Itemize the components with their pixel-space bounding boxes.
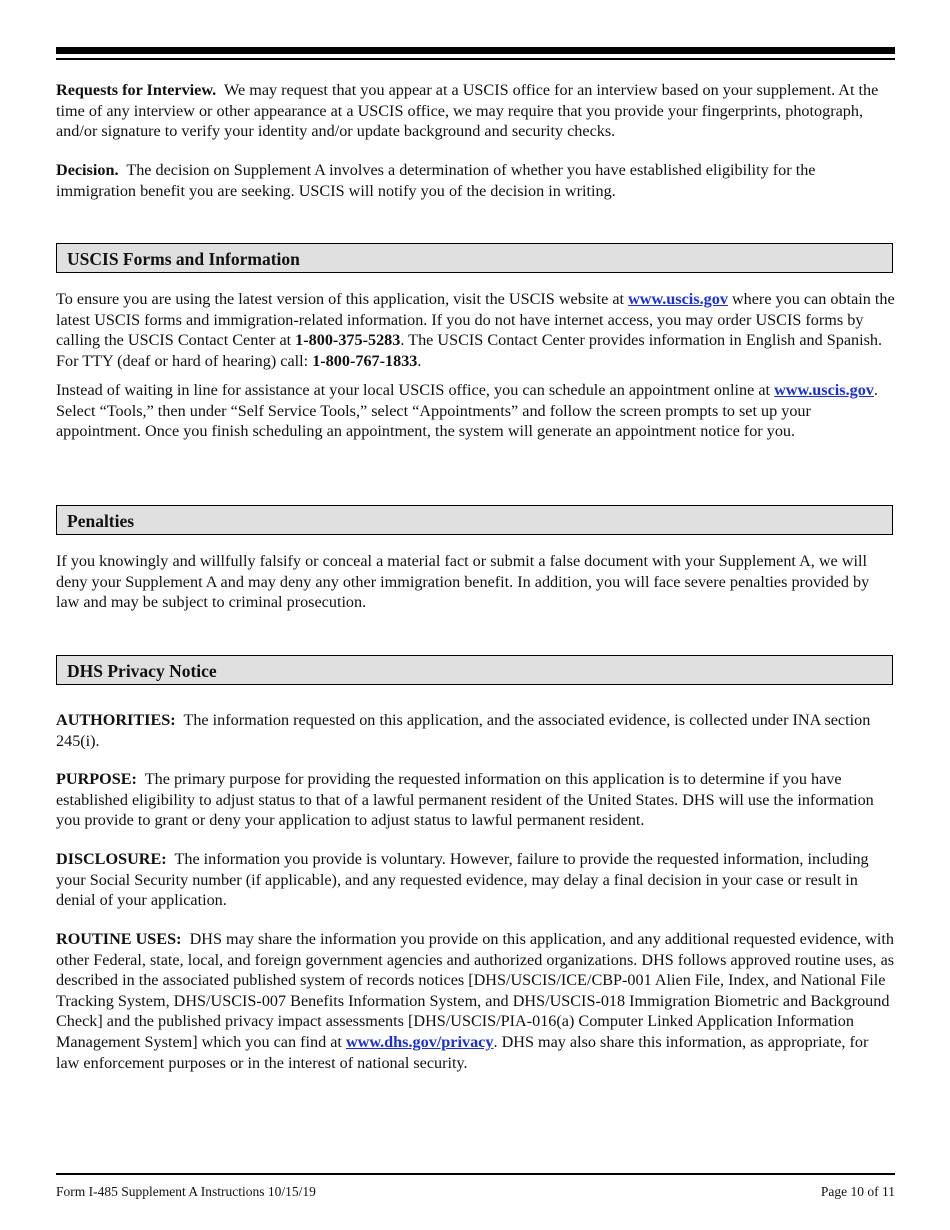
uscis-appointment-link[interactable]: www.uscis.gov [774,381,874,399]
routine-uses-heading: ROUTINE USES: [56,930,182,948]
section-header-penalties: Penalties [56,505,893,535]
forms-text-c: . The USCIS Contact Center provides information in English and Spanish. For TTY (deaf or hard of hearing) call: [56,331,883,370]
forms-text-a: To ensure you are using the latest version of this application, visit the USCIS website at [56,290,629,308]
disclosure-text: The information you provide is voluntary. However, failure to provide the requested information, including your Social Security number (if applicable), and any requested evidence, may delay a final decision in your case or result in denial of your application. [56,850,869,910]
penalties-text: If you knowingly and willfully falsify or conceal a material fact or submit a false document with your Supplement A, we will deny your Supplement A and may deny any other immigration benefit. In addition, you will face severe penalties provided by law and may be subject to criminal prosecution. [56,552,870,612]
section-header-privacy: DHS Privacy Notice [56,655,893,685]
penalties-paragraph [56,551,895,613]
appointment-text-b: . Select “Tools,” then under “Self Service Tools,” select “Appointments” and follow the screen prompts to set up your appointment. Once you finish scheduling an appointment, the system will generate an appointment notice for you. [56,381,878,441]
routine-uses-text-a: DHS may share the information you provide on this application, and any additional requested evidence, with other Federal, state, local, and foreign government agencies and authorized organizations. DHS follows approved routine uses, as described in the associated published system of records notices [DHS/USCIS/ICE/CBP-001 Alien File, Index, and National File Tracking System, DHS/USCIS-007 Benefits Information System, and DHS/USCIS-018 Immigration Biometric and Background Check] and the published privacy impact assessments [DHS/USCIS/PIA-016(a) Computer Linked Application Information Management System] which you can find at [56,930,895,1051]
uscis-website-link[interactable]: www.uscis.gov [628,290,728,308]
section-header-forms: USCIS Forms and Information [56,243,893,273]
authorities-paragraph [56,710,895,751]
authorities-heading: AUTHORITIES: [56,711,176,729]
interview-paragraph [56,80,895,142]
top-rule [56,47,895,54]
decision-heading: Decision. [56,161,119,179]
disclosure-heading: DISCLOSURE: [56,850,167,868]
appointment-text-a: Instead of waiting in line for assistance at your local USCIS office, you can schedule an appointment online at [56,381,775,399]
disclosure-paragraph [56,849,895,911]
forms-text-b: where you can obtain the latest USCIS forms and immigration-related information. If you do not have internet access, you may order USCIS forms by calling the USCIS Contact Center at [56,290,895,350]
top-rule-thin [56,58,895,60]
interview-heading: Requests for Interview. [56,81,217,99]
footer-page-number: Page 10 of 11 [820,1184,895,1199]
tty-phone: 1-800-767-1833 [312,351,418,370]
forms-paragraph-1 [56,289,895,371]
purpose-paragraph [56,769,895,831]
forms-text-d: . [417,351,422,370]
authorities-text: The information requested on this application, and the associated evidence, is collected under INA section 245(i). [56,711,871,750]
dhs-privacy-link[interactable]: www.dhs.gov/privacy [345,1032,494,1051]
purpose-text: The primary purpose for providing the requested information on this application is to determine if you have established eligibility to adjust status to that of a lawful permanent resident of the United States. DHS will use the information you provide to grant or deny your application to adjust status to lawful permanent resident. [56,770,874,830]
decision-text: The decision on Supplement A involves a determination of whether you have established eligibility for the immigration benefit you are seeking. USCIS will notify you of the decision in writing. [56,161,816,200]
decision-paragraph [56,160,895,201]
contact-center-phone: 1-800-375-5283 [295,331,401,350]
forms-paragraph-2 [56,380,895,442]
footer-rule [56,1173,895,1175]
interview-text: We may request that you appear at a USCIS office for an interview based on your supplement. At the time of any interview or other appearance at a USCIS office, we may require that you provide your fingerprints, photograph, and/or signature to verify your identity and/or update background and security checks. [56,81,879,141]
routine-uses-text-b: . DHS may also share this information, as appropriate, for law enforcement purposes or in the interest of national security. [56,1032,869,1072]
routine-uses-paragraph [56,929,895,1073]
purpose-heading: PURPOSE: [56,770,137,788]
footer-form-name: Form I-485 Supplement A Instructions 10/15/19 [56,1184,316,1199]
